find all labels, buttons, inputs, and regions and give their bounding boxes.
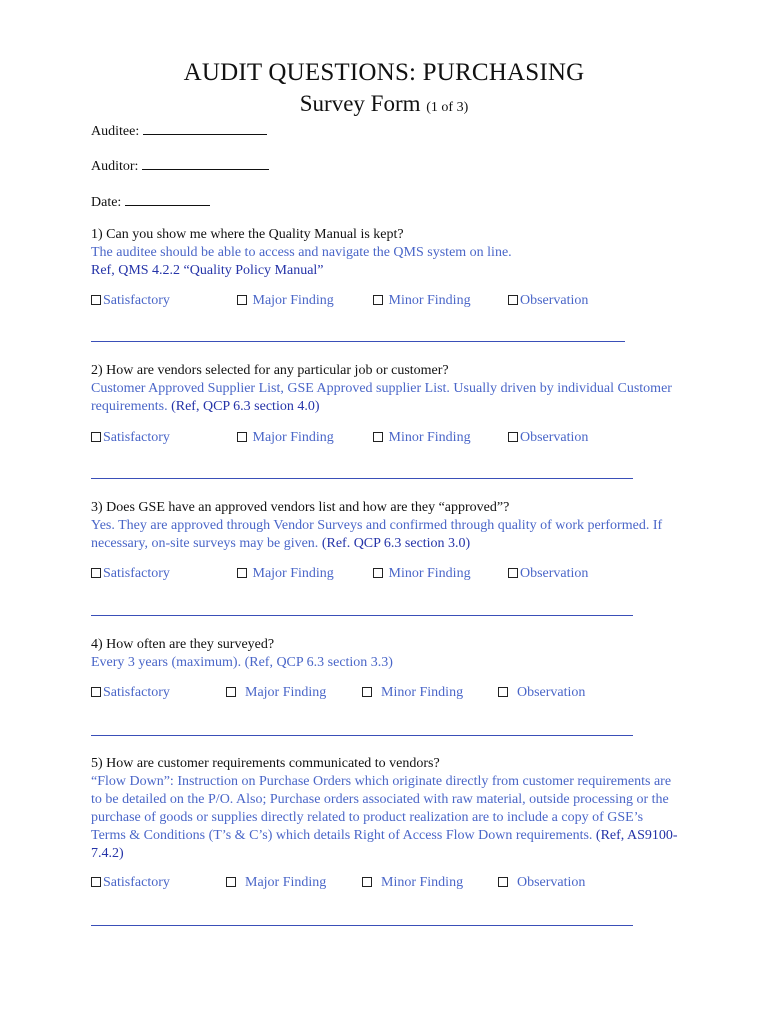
checkbox-icon[interactable] (237, 568, 247, 578)
checkbox-icon[interactable] (508, 295, 518, 305)
auditor-label: Auditor: (91, 159, 139, 174)
checkbox-icon[interactable] (91, 432, 101, 442)
question-text: 4) How often are they surveyed? (91, 637, 275, 652)
major-finding-option[interactable] (237, 292, 334, 310)
question-3-options (91, 565, 691, 583)
reference-text: (Ref, QCP 6.3 section 4.0) (171, 399, 320, 414)
option-label: Satisfactory (103, 685, 170, 700)
satisfactory-option[interactable] (91, 874, 170, 892)
minor-finding-option[interactable] (373, 565, 471, 583)
checkbox-icon[interactable] (226, 687, 236, 697)
option-label: Major Finding (252, 293, 334, 308)
page-title: AUDIT QUESTIONS: PURCHASING (183, 59, 585, 86)
checkbox-icon[interactable] (91, 295, 101, 305)
checkbox-icon[interactable] (373, 295, 383, 305)
observation-option[interactable] (508, 292, 588, 310)
date-blank[interactable] (125, 191, 210, 206)
option-label: Minor Finding (381, 685, 464, 700)
observation-option[interactable] (508, 429, 588, 447)
answer-text: Yes. They are approved through Vendor Surveys and confirmed through quality of work performed. If necessary, on-site surveys may be given. (91, 518, 663, 551)
question-5-options (91, 874, 691, 892)
question-2 (91, 362, 691, 416)
major-finding-option[interactable] (237, 429, 334, 447)
reference-text: (Ref, AS9100-7.4.2) (91, 828, 678, 861)
minor-finding-option[interactable] (362, 874, 463, 892)
option-label: Observation (520, 293, 589, 308)
option-label: Major Finding (252, 566, 334, 581)
satisfactory-option[interactable] (91, 429, 170, 447)
checkbox-icon[interactable] (498, 687, 508, 697)
question-text: 3) Does GSE have an approved vendors list and how are they “approved”? (91, 500, 510, 515)
checkbox-icon[interactable] (226, 877, 236, 887)
answer-text: Every 3 years (maximum). (Ref, QCP 6.3 section 3.3) (91, 655, 393, 670)
major-finding-option[interactable] (226, 874, 326, 892)
date-label: Date: (91, 195, 122, 210)
major-finding-option[interactable] (226, 684, 326, 702)
option-label: Observation (517, 685, 586, 700)
option-label: Satisfactory (103, 875, 170, 890)
option-label: Major Finding (245, 685, 327, 700)
minor-finding-option[interactable] (373, 292, 471, 310)
auditor-field (91, 155, 269, 176)
checkbox-icon[interactable] (237, 432, 247, 442)
question-text: 2) How are vendors selected for any particular job or customer? (91, 363, 449, 378)
reference-text: (Ref. QCP 6.3 section 3.0) (321, 536, 471, 551)
question-4 (91, 636, 691, 672)
reference-text: Ref, QMS 4.2.2 “Quality Policy Manual” (91, 263, 324, 278)
notes-line (91, 478, 633, 479)
question-1 (91, 226, 691, 280)
answer-text: Customer Approved Supplier List, GSE Approved supplier List. Usually driven by individual Customer requirements. (91, 381, 672, 414)
checkbox-icon[interactable] (508, 568, 518, 578)
checkbox-icon[interactable] (362, 877, 372, 887)
question-1-options (91, 292, 691, 310)
checkbox-icon[interactable] (237, 295, 247, 305)
notes-line (91, 735, 633, 736)
observation-option[interactable] (498, 874, 585, 892)
satisfactory-option[interactable] (91, 565, 170, 583)
minor-finding-option[interactable] (362, 684, 463, 702)
satisfactory-option[interactable] (91, 684, 170, 702)
checkbox-icon[interactable] (91, 568, 101, 578)
auditee-field (91, 120, 267, 141)
option-label: Satisfactory (103, 430, 170, 445)
checkbox-icon[interactable] (373, 432, 383, 442)
subtitle-text: Survey Form (299, 91, 421, 116)
auditee-blank[interactable] (143, 120, 267, 135)
checkbox-icon[interactable] (498, 877, 508, 887)
question-text: 1) Can you show me where the Quality Manual is kept? (91, 227, 404, 242)
option-label: Minor Finding (388, 293, 471, 308)
option-label: Observation (517, 875, 586, 890)
answer-block (91, 773, 679, 863)
answer-block (91, 380, 691, 416)
checkbox-icon[interactable] (91, 877, 101, 887)
satisfactory-option[interactable] (91, 292, 170, 310)
auditee-label: Auditee: (91, 124, 140, 139)
option-label: Satisfactory (103, 566, 170, 581)
checkbox-icon[interactable] (91, 687, 101, 697)
question-3 (91, 499, 691, 553)
option-label: Major Finding (245, 875, 327, 890)
option-label: Observation (520, 566, 589, 581)
notes-line (91, 925, 633, 926)
major-finding-option[interactable] (237, 565, 334, 583)
page-subtitle (0, 89, 768, 123)
question-5 (91, 755, 691, 863)
answer-text: “Flow Down”: Instruction on Purchase Orders which originate directly from customer requirements are to be detailed on the P/O. Also; Purchase orders associated with raw material, outside processing or the purchase of goods or supplies directly related to product realization are to include a copy of GSE’s Terms & Conditions (T’s & C’s) which details Right of Access Flow Down requirements. (91, 774, 672, 843)
notes-line (91, 615, 633, 616)
question-text: 5) How are customer requirements communicated to vendors? (91, 756, 440, 771)
option-label: Major Finding (252, 430, 334, 445)
answer-text: The auditee should be able to access and navigate the QMS system on line. (91, 245, 512, 260)
answer-block (91, 517, 691, 553)
auditor-blank[interactable] (142, 155, 269, 170)
page-indicator: (1 of 3) (426, 100, 469, 115)
checkbox-icon[interactable] (373, 568, 383, 578)
option-label: Minor Finding (381, 875, 464, 890)
checkbox-icon[interactable] (362, 687, 372, 697)
checkbox-icon[interactable] (508, 432, 518, 442)
option-label: Minor Finding (388, 430, 471, 445)
date-field (91, 191, 210, 212)
notes-line (91, 341, 625, 342)
observation-option[interactable] (498, 684, 585, 702)
option-label: Minor Finding (388, 566, 471, 581)
observation-option[interactable] (508, 565, 588, 583)
option-label: Observation (520, 430, 589, 445)
question-2-options (91, 429, 691, 447)
question-4-options (91, 684, 691, 702)
option-label: Satisfactory (103, 293, 170, 308)
minor-finding-option[interactable] (373, 429, 471, 447)
